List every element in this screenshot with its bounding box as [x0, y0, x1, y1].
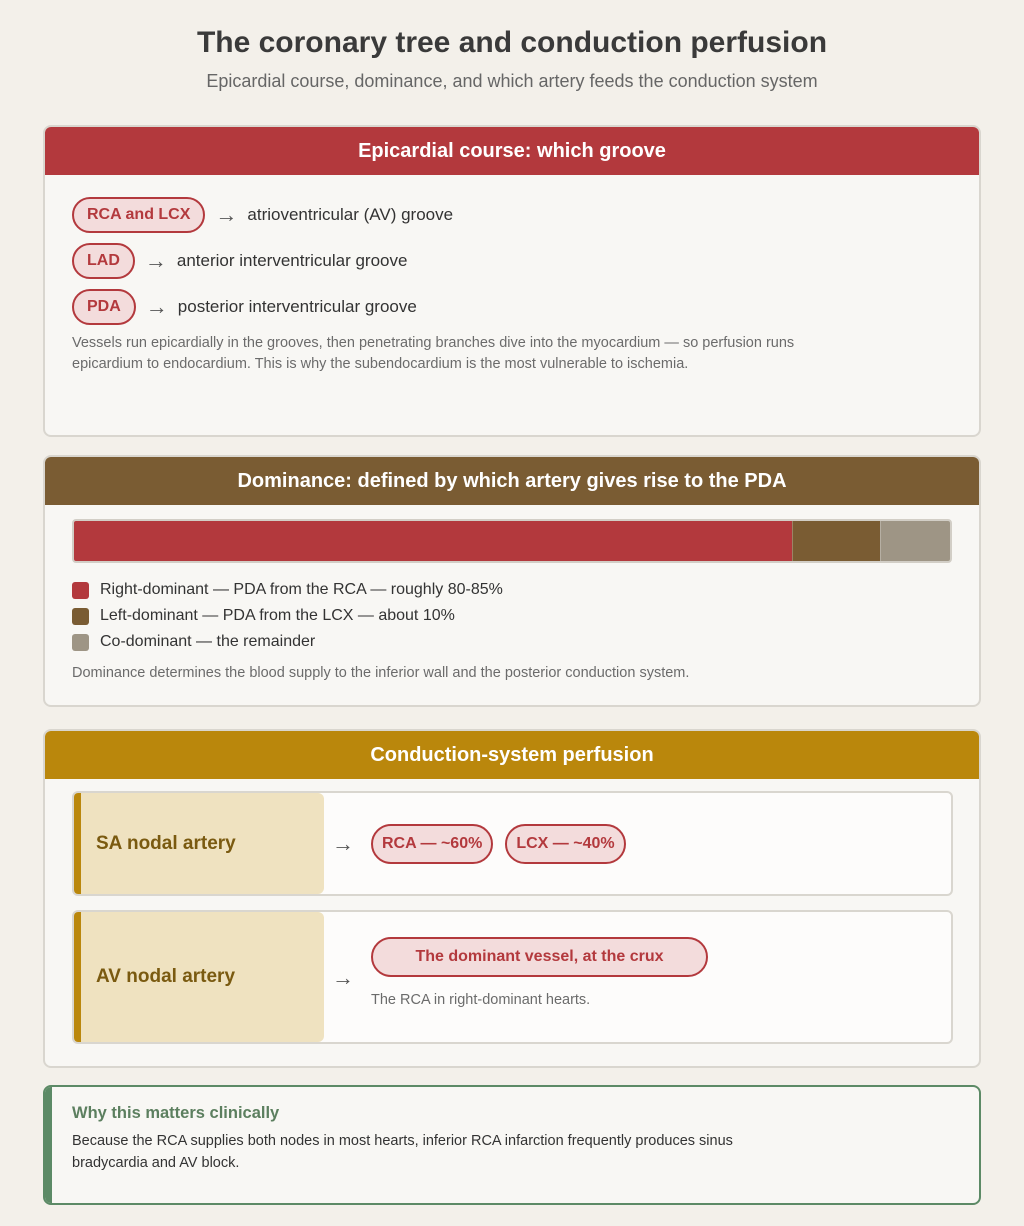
legend-label: Co-dominant — the remainder	[100, 633, 316, 650]
legend-swatch	[72, 582, 89, 599]
source-pill-lcx: LCX — ~40%	[505, 824, 625, 864]
legend-swatch	[72, 608, 89, 625]
legend-label: Right-dominant — PDA from the RCA — roughly 80-85%	[100, 581, 503, 598]
legend-label: Left-dominant — PDA from the LCX — about 10%	[100, 607, 455, 624]
page-subtitle: Epicardial course, dominance, and which artery feeds the conduction system	[206, 71, 818, 91]
legend-item-co-dominant	[72, 631, 315, 653]
dominance-note: Dominance determines the blood supply to the inferior wall and the posterior conduction system.	[72, 665, 690, 681]
av-nodal-label: AV nodal artery	[81, 912, 324, 1042]
dominance-segment-co	[880, 521, 950, 561]
right-arrow-icon: →	[145, 294, 168, 319]
groove-label: atrioventricular (AV) groove	[247, 205, 454, 224]
sa-nodal-label: SA nodal artery	[81, 793, 324, 894]
groove-row-pda	[72, 288, 417, 326]
right-arrow-icon: →	[332, 831, 354, 856]
clinical-title: Why this matters clinically	[72, 1104, 280, 1122]
epicardial-course-card	[43, 125, 981, 437]
conduction-card	[43, 729, 981, 1068]
epicardial-course-header: Epicardial course: which groove	[45, 127, 979, 175]
legend-item-right-dominant	[72, 579, 503, 601]
sa-nodal-row	[72, 791, 953, 896]
source-pill-rca: RCA — ~60%	[371, 824, 493, 864]
epicardial-note: Vessels run epicardially in the grooves, then penetrating branches dive into the myocardium — so perfusion runs epicardium to endocardium. This is why the subendocardium is the most vulnerable to ischemia.	[72, 335, 795, 372]
dominance-segment-left	[792, 521, 880, 561]
av-nodal-note: The RCA in right-dominant hearts.	[371, 992, 591, 1008]
vessel-pill-pda: PDA	[72, 289, 136, 325]
dominance-card	[43, 455, 981, 707]
dominance-bar	[72, 519, 952, 563]
sa-source-pills	[371, 824, 626, 864]
accent-bar	[74, 793, 81, 894]
accent-bar	[74, 912, 81, 1042]
dominance-header: Dominance: defined by which artery gives rise to the PDA	[45, 457, 979, 505]
legend-item-left-dominant	[72, 605, 455, 627]
conduction-header: Conduction-system perfusion	[45, 731, 979, 779]
accent-bar	[45, 1087, 52, 1203]
clinical-callout	[43, 1085, 981, 1205]
av-nodal-row	[72, 910, 953, 1044]
page-title: The coronary tree and conduction perfusion	[196, 26, 828, 59]
av-source-pills	[371, 937, 708, 977]
right-arrow-icon: →	[332, 965, 354, 990]
clinical-body: Because the RCA supplies both nodes in most hearts, inferior RCA infarction frequently produces sinus bradycardia and AV block.	[72, 1133, 733, 1171]
legend-swatch	[72, 634, 89, 651]
dominance-segment-right	[74, 521, 792, 561]
groove-row-lad	[72, 242, 407, 280]
vessel-pill-lad: LAD	[72, 243, 135, 279]
right-arrow-icon: →	[215, 202, 238, 227]
right-arrow-icon: →	[144, 248, 167, 273]
source-pill-dominant: The dominant vessel, at the crux	[371, 937, 708, 977]
groove-row-rca-lcx	[72, 196, 453, 234]
groove-label: anterior interventricular groove	[176, 251, 408, 270]
groove-label: posterior interventricular groove	[177, 297, 417, 316]
vessel-pill-rca-lcx: RCA and LCX	[72, 197, 205, 233]
